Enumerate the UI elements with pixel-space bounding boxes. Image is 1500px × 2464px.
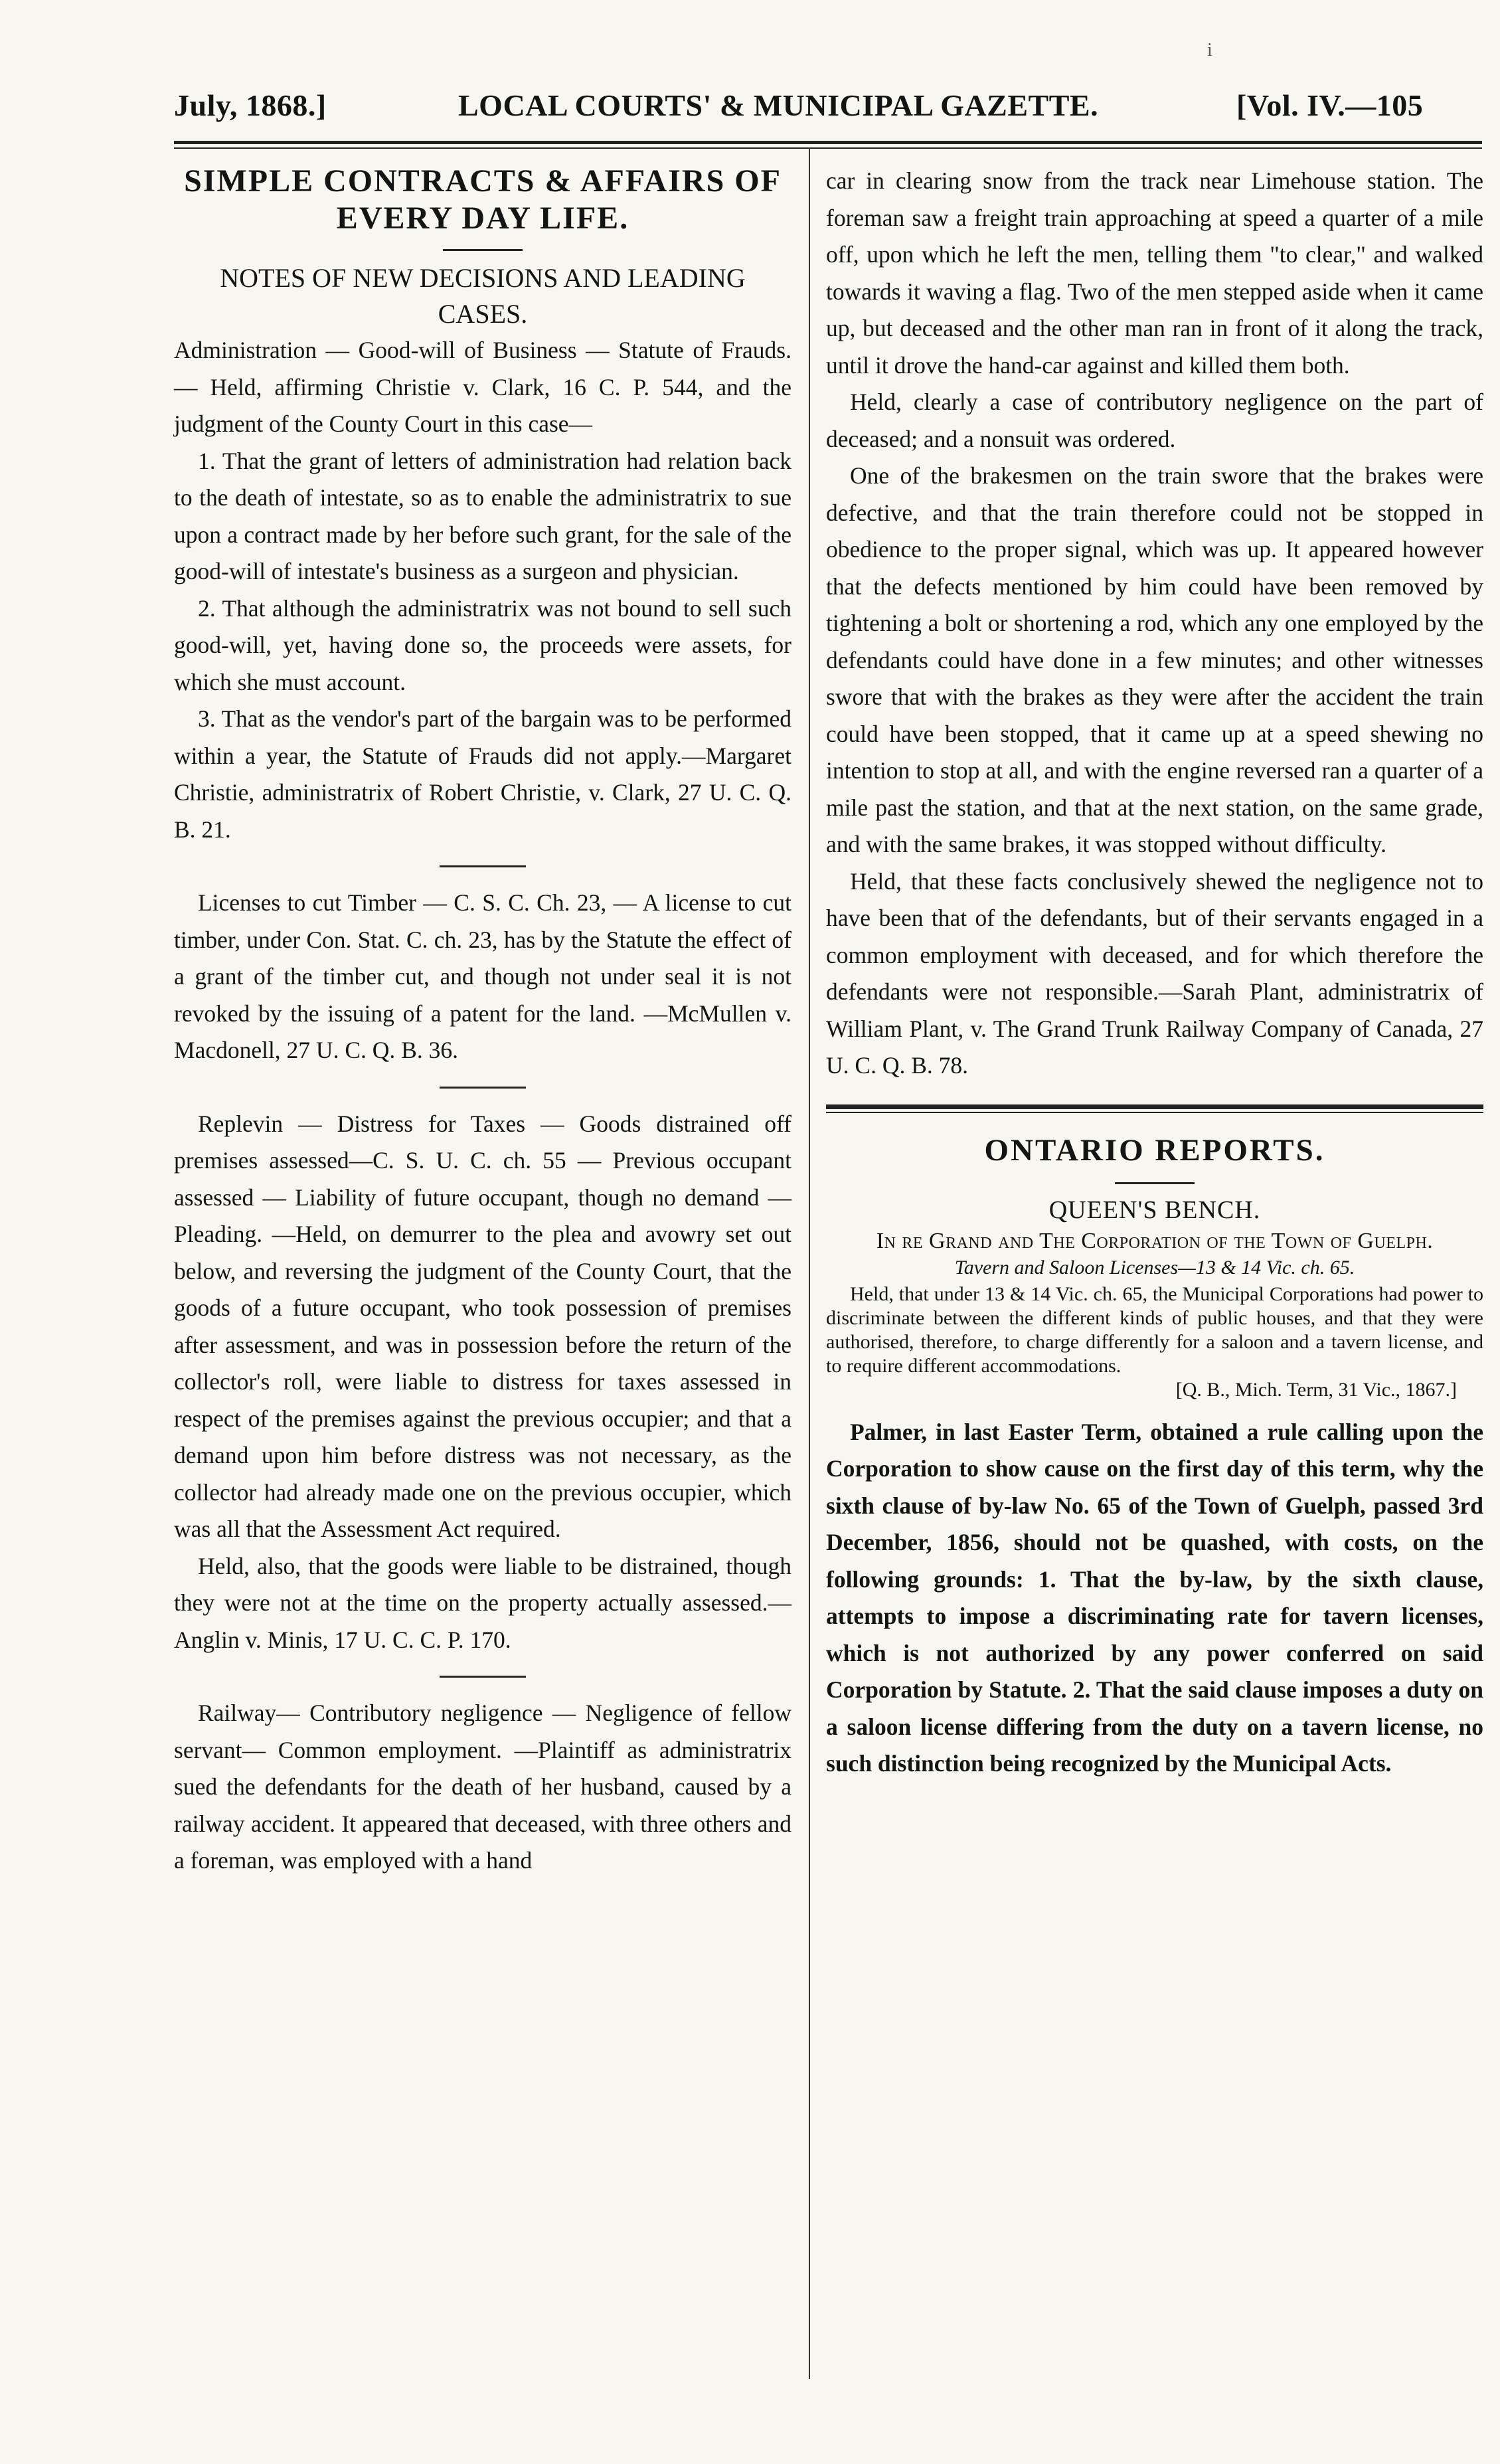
headnote-topic: Tavern and Saloon Licenses—13 & 14 Vic. ch. 65. [954,1256,1355,1278]
report-body: Palmer, in last Easter Term, obtained a rule calling upon the Corporation to show cause on the first day of this term, why the sixth clause of by-law No. 65 of the Town of Guelph, passed 3rd December, 1856, should not be quashed, with costs, on the following grounds: 1. That the by-law, by the sixth clause, attempts to impose a discriminating rate for tavern licenses, which is not authorized by any power conferred on said Corporation by Statute. 2. That the said clause imposes a duty on a saloon license differing from the duty on a tavern license, no such distinction being recognized by the Municipal Acts. [826,1418,1483,1777]
title-rule [1115,1182,1195,1184]
case-timber-licenses: Licenses to cut Timber — C. S. C. Ch. 23, — A license to cut timber, under Con. Stat. C. ch. 23, has by the Statute the effect of a grant of the timber cut, and though not under seal it is not revoked by the issuing of a patent for the land. —McMullen v. Macdonell, 27 U. C. Q. B. 36. [174,889,792,1063]
case-administration-point-3: 3. That as the vendor's part of the bargain was to be performed within a year, the Statute of Frauds did not apply.—Margaret Christie, administratrix of Robert Christie, v. Clark, 27 U. C. Q. B. 21. [174,705,792,843]
right-column [826,163,1483,1783]
case-railway-held-conclusion: Held, that these facts conclusively shewed the negligence not to have been that of the defendants, but of their servants engaged in a common employment with deceased, and for which therefore the defendants were not responsible.—Sarah Plant, administratrix of William Plant, v. The Grand Trunk Railway Company of Canada, 27 U. C. Q. B. 78. [826,867,1483,1079]
case-replevin-held-also: Held, also, that the goods were liable to be distrained, though they were not at the time on the property actually assessed.—Anglin v. Minis, 17 U. C. C. P. 170. [174,1552,792,1653]
column-divider [809,147,810,2379]
headnote-text: Held, that under 13 & 14 Vic. ch. 65, the Municipal Corporations had power to discriminate between the different kinds of public houses, and that they were authorised, therefore, to charge differently for a saloon and a tavern license, and to require different accommodations. [826,1282,1483,1377]
header-volume-page: [Vol. IV.—105 [1236,88,1424,122]
header-rule-thick [174,141,1482,144]
header-rule-thin [174,147,1482,149]
case-administration-intro: Administration — Good-will of Business — Statute of Frauds. — Held, affirming Christie v. Clark, 16 C. P. 544, and the judgment of the County Court in this case— [174,337,792,437]
case-railway-brakesmen: One of the brakesmen on the train swore that the brakes were defective, and that the train therefore could not be stopped in obedience to the proper signal, which was up. It appeared however that the defects mentioned by him could have been removed by tightening a bolt or shortening a rod, which any one employed by the defendants could have done in a few minutes; and other witnesses swore that with the brakes as they were after the accident the train could have been stopped, that it came up at a speed shewing no intention to stop at all, and with the engine reversed ran a quarter of a mile past the station, and that at the next station, on the same grade, and with the same brakes, it was stopped without difficulty. [826,462,1483,857]
section-title: SIMPLE CONTRACTS & AFFAIRS OF EVERY DAY LIFE. [184,163,782,236]
margin-mark: i [1207,40,1212,60]
header-date: July, 1868.] [174,88,327,122]
case-railway-continued: car in clearing snow from the track near Limehouse station. The foreman saw a freight train approaching at speed a quarter of a mile off, upon which he left the men, telling them "to clear," and walked towards it waving a flag. Two of the men stepped aside when it came up, but deceased and the other man ran in front of it along the track, until it drove the hand-car against and killed them both. [826,167,1483,379]
case-railway: Railway— Contributory negligence — Negligence of fellow servant— Common employment. —Plaintiff as administratrix sued the defendants for the death of her husband, caused by a railway accident. It appeared that deceased, with three others and a foreman, was employed with a hand [174,1700,792,1874]
title-rule [443,249,523,251]
divider-rule [440,1676,526,1678]
case-administration-point-1: 1. That the grant of letters of administration had relation back to the death of intestate, so as to enable the administratrix to sue upon a contract made by her before such grant, for the sale of the good-will of intestate's business as a surgeon and physician. [174,447,792,584]
divider-rule [440,865,526,867]
headnote [826,1256,1483,1402]
case-railway-held: Held, clearly a case of contributory negligence on the part of deceased; and a nonsuit was ordered. [826,389,1483,452]
case-replevin: Replevin — Distress for Taxes — Goods distrained off premises assessed—C. S. U. C. ch. 55 — Previous occupant assessed — Liability of future occupant, though no demand — Pleading. —Held, on demurrer to the plea and avowry set out below, and reversing the judgment of the County Court, that the goods of a future occupant, who took possession of premises after assessment, and was in possession before the return of the collector's roll, were liable to distress for taxes assessed in respect of the premises against the previous occupier; and that a demand upon him before distress was not necessary, as the collector had already made one on the previous occupier, which was all that the Assessment Act required. [174,1110,792,1542]
divider-rule [440,1087,526,1089]
court-name: QUEEN'S BENCH. [1048,1195,1261,1224]
section-subtitle: NOTES OF NEW DECISIONS AND LEADING CASES. [220,263,746,329]
left-column [174,163,792,1880]
section-rule-thin [826,1112,1483,1113]
case-administration-point-2: 2. That although the administratrix was not bound to sell such good-will, yet, having done so, the proceeds were assets, for which she must account. [174,594,792,695]
ontario-reports-title: ONTARIO REPORTS. [984,1132,1325,1168]
section-rule-thick [826,1104,1483,1109]
header-publication: LOCAL COURTS' & MUNICIPAL GAZETTE. [458,88,1099,122]
page-header [174,88,1494,134]
case-title: In re Grand and The Corporation of the Town of Guelph. [876,1228,1434,1253]
headnote-citation: [Q. B., Mich. Term, 31 Vic., 1867.] [1175,1378,1457,1401]
